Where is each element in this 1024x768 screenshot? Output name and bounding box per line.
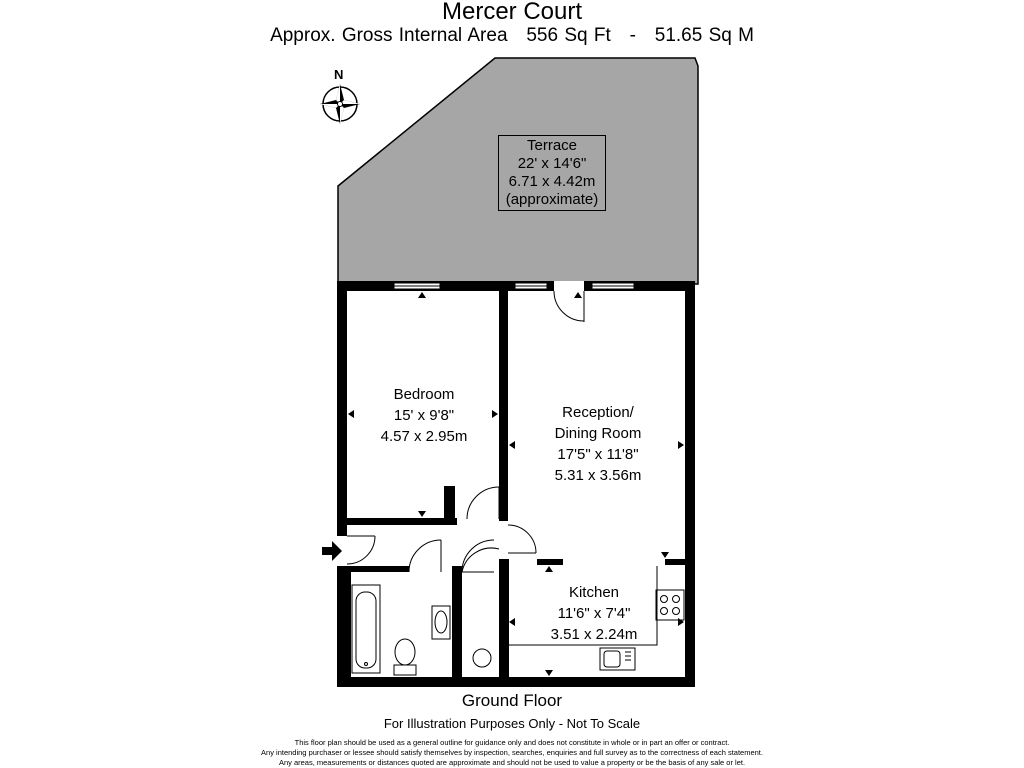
plan-title: Mercer Court <box>441 0 583 25</box>
terrace-label <box>498 135 606 211</box>
compass-north-label: N <box>334 67 344 82</box>
disclaimer-line: Any intending purchaser or lessee should satisfy themselves by inspection, searches, enquiries and full survey as to the correctness of each statement. <box>261 748 763 757</box>
toilet-icon <box>394 639 416 675</box>
disclaimer <box>0 738 1024 768</box>
disclaimer-line: Any areas, measurements or distances quoted are approximate and should not be used to value a property or be the basis of any sale or let. <box>278 758 746 767</box>
reception-name-line2: Dining Room <box>554 425 642 442</box>
bedroom-metric: 4.57 x 2.95m <box>380 428 468 445</box>
terrace-metric: 6.71 x 4.42m <box>508 173 596 190</box>
area-sqm: 51.65 Sq M <box>654 25 754 46</box>
bath-icon <box>352 585 380 673</box>
compass-rose-icon <box>320 84 360 124</box>
reception-label <box>528 402 668 486</box>
disclaimer-line: This floor plan should be used as a general outline for guidance only and does not constitute in whole or in part an offer or contract. <box>294 738 730 747</box>
sink-icon <box>600 648 635 670</box>
bedroom-imperial: 15' x 9'8" <box>393 407 455 424</box>
illustration-note: For Illustration Purposes Only - Not To Scale <box>383 716 641 731</box>
kitchen-imperial: 11'6" x 7'4" <box>557 605 631 622</box>
area-sqft: 556 Sq Ft <box>526 25 611 46</box>
bedroom-name: Bedroom <box>393 386 455 403</box>
terrace-note: (approximate) <box>505 191 599 208</box>
kitchen-metric: 3.51 x 2.24m <box>550 626 638 643</box>
reception-name-line1: Reception/ <box>562 404 634 421</box>
terrace-name: Terrace <box>526 137 578 154</box>
reception-metric: 5.31 x 3.56m <box>554 467 642 484</box>
kitchen-label <box>524 582 664 645</box>
basin-icon <box>432 606 450 639</box>
bedroom-label <box>354 384 494 447</box>
reception-imperial: 17'5" x 11'8" <box>557 446 639 463</box>
terrace-imperial: 22' x 14'6" <box>517 155 587 172</box>
area-separator: - <box>629 25 636 46</box>
floor-name: Ground Floor <box>461 691 563 710</box>
area-label: Approx. Gross Internal Area <box>270 25 508 46</box>
kitchen-name: Kitchen <box>568 584 620 601</box>
cylinder-icon <box>473 649 491 667</box>
